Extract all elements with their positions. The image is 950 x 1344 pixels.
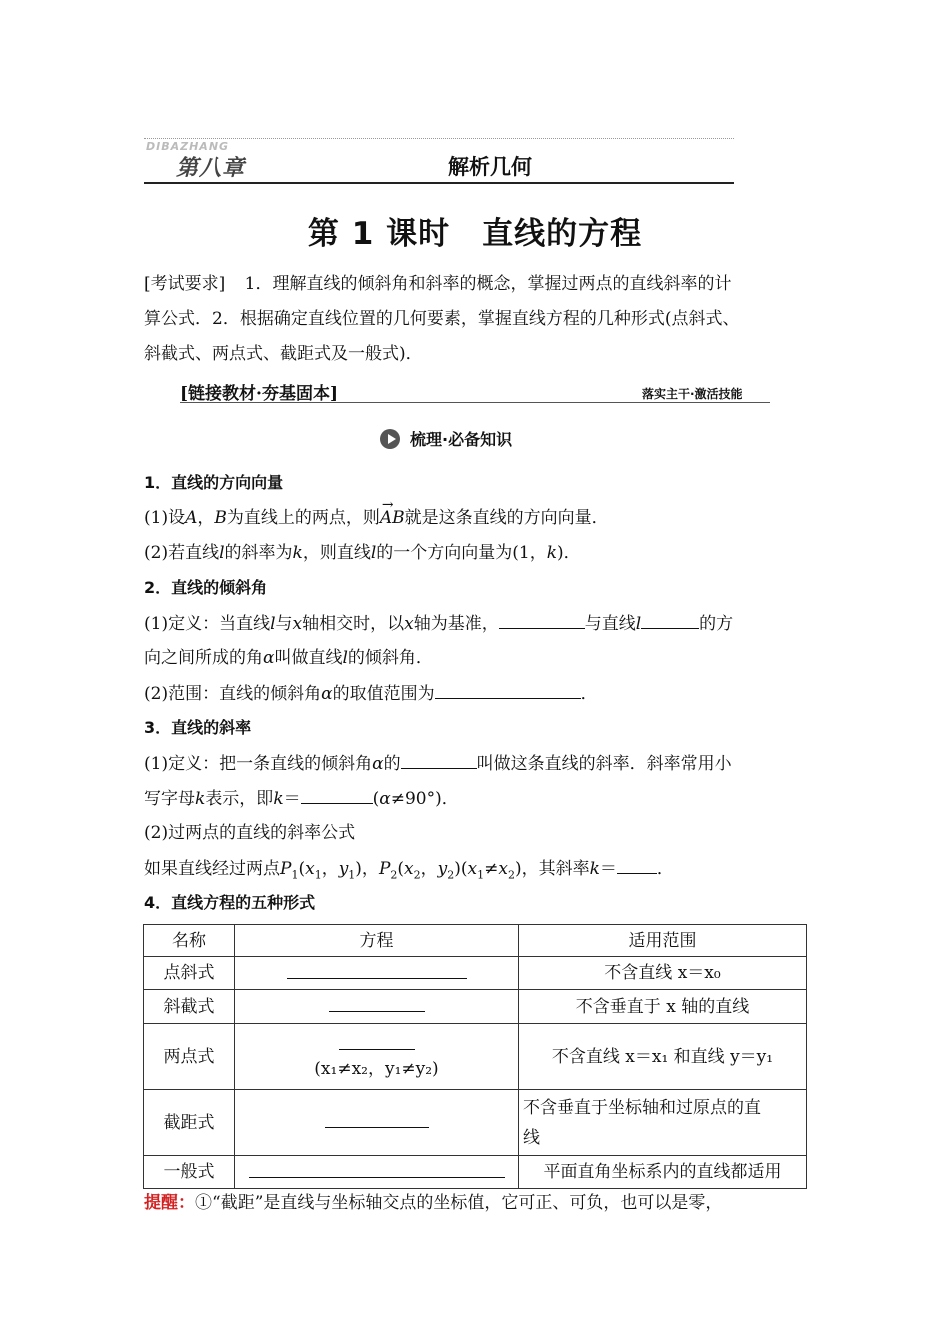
fill-blank[interactable] [401,751,477,769]
table-header: 名称 [144,925,235,957]
heading-slope: 3．直线的斜率 [144,718,252,737]
table-row: 两点式 (x₁≠x₂，y₁≠y₂) 不含直线 x＝x₁ 和直线 y＝y₁ [144,1024,807,1090]
fill-blank[interactable] [249,1160,505,1178]
para-2-1: (1)定义：当直线l与x轴相交时，以x轴为基准， 与直线l 的方 [144,611,733,636]
table-header: 适用范围 [519,925,807,957]
para-1-1: (1)设A，B为直线上的两点，则→ AB就是这条直线的方向向量． [144,506,609,530]
requirements-line-3: 斜截式、两点式、截距式及一般式)． [144,344,423,364]
table-row: 点斜式 不含直线 x＝x₀ [144,957,807,990]
table-row: 截距式 不含垂直于坐标轴和过原点的直 线 [144,1090,807,1156]
section-tagline: 落实主干·激活技能 [642,387,743,401]
para-2-1b: 向之间所成的角α叫做直线l的倾斜角． [144,648,433,668]
table-row: 斜截式 不含垂直于 x 轴的直线 [144,990,807,1024]
line-equation-forms-table [143,924,807,1189]
reminder-note: 提醒：①“截距”是直线与坐标轴交点的坐标值，它可正、可负，也可以是零， [144,1193,723,1213]
section-title: [链接教材·夯基固本] [180,384,339,404]
heading-direction-vector: 1．直线的方向向量 [144,473,284,492]
para-3-1b: 写字母k表示，即k＝ (α≠90°)． [144,786,459,811]
subheading: 梳理·必备知识 [380,427,512,450]
chapter-label: 第八章 [176,156,246,181]
fill-blank[interactable] [339,1032,415,1050]
requirements-label: [考试要求] [144,274,226,294]
fill-blank[interactable] [499,611,585,629]
requirements-line-2: 算公式．2．根据确定直线位置的几何要素，掌握直线方程的几种形式(点斜式、 [144,309,740,329]
header-dotted-rule [144,138,734,139]
table-header: 方程 [235,925,519,957]
fill-blank[interactable] [301,786,373,804]
lesson-title: 第 1 课时 直线的方程 [307,216,643,252]
para-2-2: (2)范围：直线的倾斜角α的取值范围为 ． [144,681,598,706]
fill-blank[interactable] [641,611,699,629]
heading-five-forms: 4．直线方程的五种形式 [144,893,316,912]
fill-blank[interactable] [329,994,425,1012]
para-1-2: (2)若直线l的斜率为k，则直线l的一个方向向量为(1，k)． [144,543,581,563]
para-3-2: (2)过两点的直线的斜率公式 [144,823,356,843]
reminder-label: 提醒： [144,1193,195,1213]
chapter-pinyin: DIBAZHANG [146,140,230,153]
header-rule [144,182,734,184]
fill-blank[interactable] [617,856,657,874]
fill-blank[interactable] [325,1110,429,1128]
heading-inclination: 2．直线的倾斜角 [144,578,268,597]
subject-title: 解析几何 [448,154,532,179]
para-3-3: 如果直线经过两点$P_1(x_1$，$y_1$)，$P_2(x_2$，$y_2)(x_1\ne x_2)$，其斜率k＝ ． [144,856,674,887]
fill-blank[interactable] [287,961,467,979]
fill-blank[interactable] [435,681,581,699]
para-3-1: (1)定义：把一条直线的倾斜角α的 叫做这条直线的斜率．斜率常用小 [144,751,732,776]
table-row: 一般式 平面直角坐标系内的直线都适用 [144,1156,807,1189]
play-circle-icon [380,429,400,449]
vector-ab: → AB [380,506,405,530]
table-header-row [144,925,807,957]
requirements-line-1: [考试要求] 1．理解直线的倾斜角和斜率的概念，掌握过两点的直线斜率的计 [144,274,732,294]
